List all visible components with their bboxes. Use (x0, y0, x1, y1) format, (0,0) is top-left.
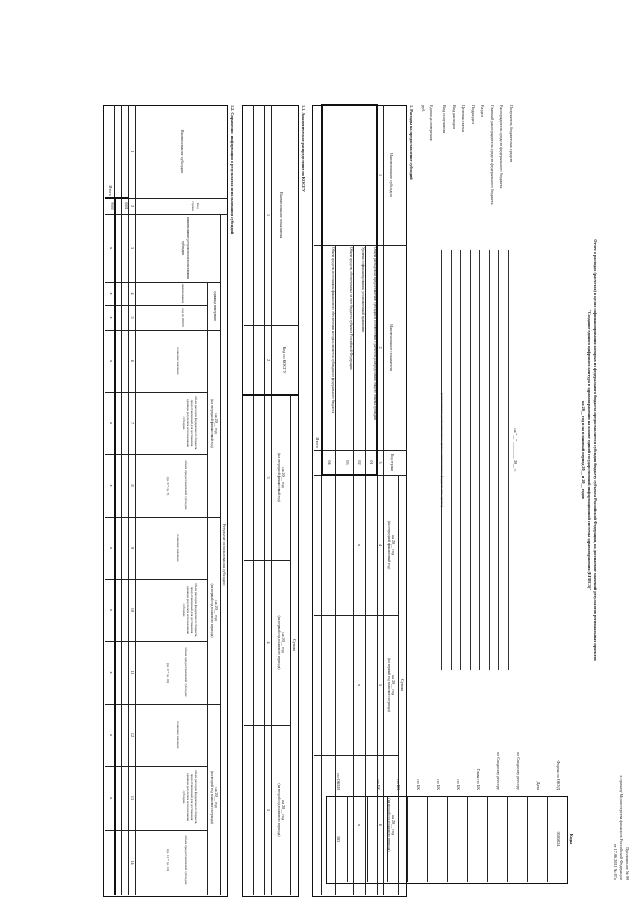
s12-year-sub: (на второй год планового периода) (210, 771, 214, 824)
s12-colnum: 12 (130, 732, 135, 738)
appendix-number: Приложение № 99 (625, 847, 630, 880)
s12-year-label: на 20__ год (214, 787, 219, 808)
form-title: Отчет о расходах (расчетах) в целях софинансирования которых из федерального бюджета предоставляется субсидия бюджету субъекта Российской Федерации, на достижение значений результатов региональных проектов (593, 239, 598, 661)
s1-head-sum: Сумма (400, 679, 405, 691)
s11-colnum: 2 (266, 358, 271, 362)
s11-colnum: 3 (266, 476, 271, 479)
s11-head-indicator: Наименование показателя (279, 191, 284, 239)
s1-row-text: Объем средств, обеспеченных за счет бюджета субъекта Российской Федерации (349, 247, 353, 370)
s1-row-value: x (357, 823, 362, 827)
field-label: Раздел (480, 105, 486, 117)
s12-head-plan: плановое значение (176, 534, 180, 562)
field-underline (489, 250, 490, 670)
s11-head-y3: на 20__ год (281, 799, 286, 821)
s12-colnum: 10 (130, 607, 135, 613)
s12-head-result: наименование результата использования субсидии (181, 216, 190, 280)
s1-colnum: 6 (378, 823, 383, 827)
field-label: Вид расходов (452, 105, 457, 130)
codes-row-divider (527, 796, 528, 882)
s12-x-mark: x (109, 316, 114, 319)
codes-header: Коды (569, 833, 574, 845)
s12-head-linecode: Код строки (191, 201, 200, 211)
s12-head-fed: объем расходов федерального бюджета, предоставленный для достижения единицы результата использования субсидии (182, 769, 198, 825)
field-label: Подраздел (471, 105, 476, 124)
codes-row-divider (467, 796, 468, 882)
codes-row-value: 0505824 (556, 831, 561, 847)
s1-total-label: Итого (315, 437, 320, 448)
s12-colnum: 13 (130, 795, 135, 801)
field-label: Получатель бюджетных средств (509, 105, 514, 163)
codes-row-divider (447, 796, 448, 882)
s1-row-text: Уровень софинансирования, установленный правилами (361, 247, 365, 333)
s12-x-mark: x (109, 292, 114, 295)
s12-x-mark: x (109, 546, 114, 550)
s12-head-plan: плановое значение (176, 721, 180, 749)
section12-title: 1.2. Справочно: информация о результатах использования субсидий (230, 105, 235, 235)
s12-colnum: 1 (130, 150, 135, 153)
s12-colnum: 4 (130, 292, 135, 295)
s12-head-formula: (гр. 6 * гр. 7) (166, 476, 170, 496)
codes-row-label: по Сводному реестру (516, 751, 521, 790)
codes-row-divider (407, 796, 408, 882)
s12-head-fed: объем расходов федерального бюджета, предоставленный для достижения единицы результата использования субсидии (182, 395, 198, 451)
s1-head-y1: на 20__ год (391, 534, 396, 556)
field-underline (480, 250, 481, 670)
s12-head-unit-name: наименование (181, 283, 185, 304)
s12-head-formula: (гр. 12 * гр. 13) (166, 849, 170, 871)
s12-colnum: 11 (130, 670, 135, 675)
s11-head-kosgu: Код по КОСГУ (282, 346, 287, 374)
s1-head-y3: на 20__ год (391, 814, 396, 836)
codes-row-label: по БК (436, 779, 441, 790)
field-underline (499, 250, 500, 670)
s12-colnum: 6 (130, 359, 135, 363)
s12-year-sub: (на очередной финансовый год) (210, 399, 214, 448)
s1-head-linecode: Код строки (390, 453, 394, 472)
order-line: к приказу Министерства финансов Российской Федерации (619, 775, 624, 880)
s1-row-code: 03 (345, 460, 350, 465)
s12-colnum: 14 (130, 860, 135, 865)
s12-colnum: 2 (130, 204, 135, 208)
s11-head-y2-sub: (на первый год планового периода) (277, 615, 281, 670)
unit-note: (наименование уполномоченного органа / наименование федерального органа) (440, 393, 444, 507)
s1-row-text: Объем расходов на предоставление субсидии в соответствии с расчетом распределения общего объема субсидий (373, 247, 377, 420)
s12-colnum: 3 (130, 246, 135, 250)
section1-title: 1. Расходы на предоставление субсидий (409, 105, 414, 180)
s1-head-y1-sub: (на очередной финансовый год) (387, 520, 391, 570)
s1-row-code: 04 (327, 460, 332, 465)
s11-colnum: 1 (266, 213, 271, 217)
field-label: Целевая статья (461, 105, 467, 132)
s12-head-total: объем предоставляемой субсидии (184, 647, 188, 697)
s1-row-value: x (357, 683, 362, 687)
s1-head-y2-sub: (на первый год планового периода) (387, 658, 391, 712)
s11-head-sum: Сумма (292, 639, 297, 651)
report-date: на "__" ________ 20__ г. (513, 428, 518, 472)
unit-label: Единица измерения: (429, 105, 434, 142)
s12-head-total: объем предоставляемой субсидии (184, 835, 188, 885)
codes-row-label: по БК (416, 779, 421, 790)
unit-value: руб. (421, 105, 426, 113)
s11-head-y3-sub: (на второй год планового периода) (277, 783, 281, 837)
s11-head-y2: на 20__ год (281, 632, 286, 653)
s12-year-sub: (на первый год планового периода) (210, 583, 214, 638)
order-date: от 17.06.2021 № 87н (613, 843, 618, 880)
codes-row-divider (547, 796, 548, 882)
s11-head-y1-sub: (на очередной финансовый год) (277, 453, 281, 502)
s12-row-code: 0001 (124, 202, 128, 210)
s1-row-code: 01 (369, 460, 374, 465)
s12-head-total: объем предоставляемой субсидии (184, 460, 188, 510)
codes-row-label: Дата (536, 781, 541, 790)
s11-colnum: 5 (266, 808, 271, 812)
s12-colnum: 9 (130, 546, 135, 550)
s12-x-mark: x (109, 608, 114, 612)
s1-row-text: Объем средств, источником финансового обеспечения которых является субсидия из федерального бюджета (331, 247, 335, 414)
s12-x-mark: x (109, 671, 114, 674)
s1-row-code: 02 (357, 460, 362, 465)
s1-head-y3-sub: (на второй год планового периода) (387, 798, 391, 852)
codes-row-divider (507, 796, 508, 882)
s12-x-mark: x (109, 359, 114, 363)
form-subtitle: "Создание единого цифрового контура в здравоохранении на основе единой государственной информационной системы здравоохранения (ЕГИСЗ)" (587, 309, 592, 591)
codes-row-label: по ОКЕИ (336, 773, 341, 790)
s1-head-subsidy: Наименование субсидии (389, 153, 394, 197)
s1-colnum: 3 (378, 461, 383, 464)
s12-head-formula: (гр. 9 * гр. 10) (166, 662, 170, 684)
s12-x-mark: x (109, 733, 114, 737)
codes-row-label: Форма по ОКУД (556, 760, 561, 790)
field-label: Главный распорядитель средств федерального бюджета (490, 105, 495, 205)
codes-row-label: по Сводному реестру (496, 751, 501, 790)
s12-head-unit: единица измерения (213, 291, 217, 321)
s12-head-plan: плановое значение (176, 347, 180, 375)
s1-row-value: x (357, 543, 362, 547)
s12-row-code: 9000 (110, 202, 114, 210)
field-underline (451, 250, 452, 670)
section11-title: 1.1. Аналитическое распределение по КОСГУ (301, 105, 306, 192)
s1-head-indicator: Наименование показателя (389, 324, 394, 371)
s11-colnum: 4 (266, 641, 271, 644)
field-underline (461, 250, 462, 670)
codes-row-label: по БК (376, 779, 381, 790)
s1-head-y2: на 20__ год (391, 674, 396, 696)
s12-year-label: на 20__ год (214, 600, 219, 621)
codes-row-label: по БК (456, 779, 461, 790)
s12-colnum: 7 (130, 421, 135, 425)
s1-colnum: 2 (378, 346, 383, 349)
s1-colnum: 5 (378, 683, 383, 687)
s12-group-header: Результат использования субсидии (222, 523, 227, 586)
s12-head-okei: код по ОКЕИ (181, 308, 185, 327)
s12-year-label: на 20__ год (214, 413, 219, 434)
codes-row-label: Глава по БК (476, 768, 481, 790)
s12-x-mark: x (109, 484, 114, 487)
s12-x-mark: x (109, 796, 114, 800)
codes-row-label: по БК (396, 779, 401, 790)
form-period: на 20__ год и на плановый период 20__ и 20__ годов (581, 401, 586, 499)
field-label: Распорядитель средств федерального бюджета (499, 105, 505, 189)
s1-colnum: 1 (378, 173, 383, 177)
codes-row-divider (487, 796, 488, 882)
s12-total-label: Итого (108, 185, 113, 196)
codes-row-divider (427, 796, 428, 882)
s12-colnum: 5 (130, 316, 135, 319)
field-label: Вид получателя (442, 105, 448, 134)
s12-head-fed: объем расходов федерального бюджета, предоставленный для достижения единицы результата использования субсидии (182, 582, 198, 638)
field-underline (508, 250, 509, 670)
s12-colnum: 8 (130, 484, 135, 487)
s1-colnum: 4 (378, 543, 383, 547)
codes-row-value: 383 (336, 835, 341, 843)
s12-x-mark: x (109, 246, 114, 250)
s12-x-mark: x (109, 421, 114, 425)
field-underline (470, 250, 471, 670)
s12-head-subsidy: Наименование субсидии (180, 129, 185, 174)
s11-head-y1: на 20__ год (281, 467, 286, 488)
